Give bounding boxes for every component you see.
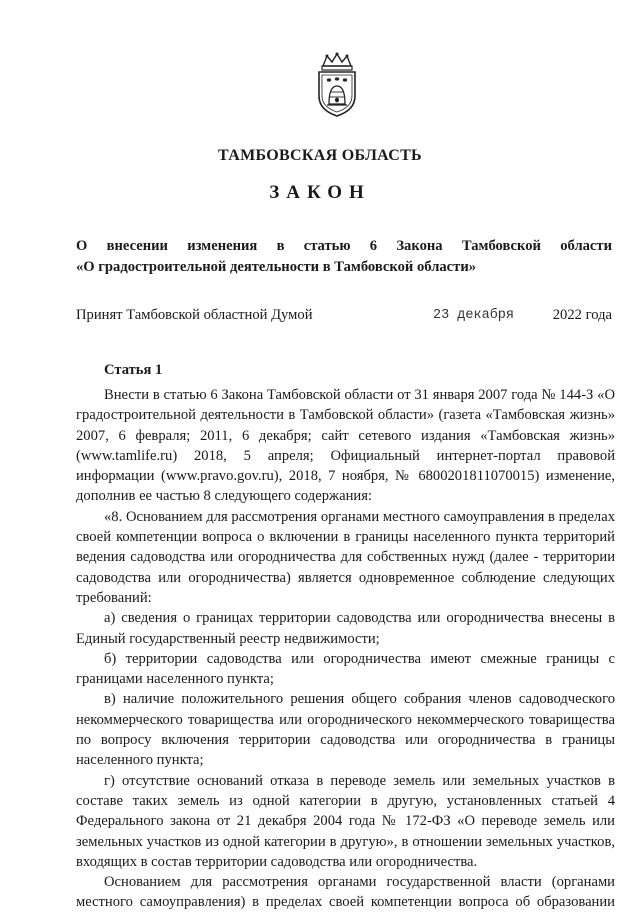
paragraph: г) отсутствие оснований отказа в переводе земель или земельных участков в составе таких земель из одной категории в другую, установленных статьей 4 Федерального закона от 21 декабря 2004 года № 172-ФЗ «О переводе земель или земельных участков из одной категории в другую», в отношении земельных участков, входящих в состав территории садоводства или огородничества. <box>76 772 615 870</box>
adoption-text: Принят Тамбовской областной Думой <box>76 307 313 323</box>
paragraph: «8. Основанием для рассмотрения органами местного самоуправления в пределах своей компетенции вопроса о включении в границы населенного пункта территорий ведения садоводства или огородничества для собственных нужд (далее - территории садоводства или огородничества) является одновременное соблюдение следующих требований: <box>76 508 615 606</box>
paragraph: Основанием для рассмотрения органами государственной власти (органами местного самоуправления) в пределах своей компетенции вопроса об образовании <box>76 874 615 911</box>
article-body <box>76 385 615 913</box>
adoption-year: 2022 года <box>552 307 612 323</box>
paragraph: а) сведения о границах территории садоводства или огородничества внесены в Единый государственный реестр недвижимости; <box>76 610 615 647</box>
law-title-line-1: О внесении изменения в статью 6 Закона Тамбовской области <box>76 238 612 254</box>
coat-of-arms-icon <box>313 52 361 118</box>
article-heading: Статья 1 <box>104 362 163 378</box>
paragraph: б) территории садоводства или огородничества имеют смежные границы с границами населенного пункта; <box>76 650 615 688</box>
adoption-date: 23 декабря <box>433 308 515 323</box>
region-name: ТАМБОВСКАЯ ОБЛАСТЬ <box>218 147 422 164</box>
law-title <box>76 236 612 278</box>
document-type: ЗАКОН <box>269 182 371 203</box>
law-title-line-2: «О градостроительной деятельности в Тамбовской области» <box>76 259 477 275</box>
paragraph: Внести в статью 6 Закона Тамбовской области от 31 января 2007 года № 144-З «О градостроительной деятельности в Тамбовской области» (газета «Тамбовская жизнь» 2007, 6 февраля; 2011, 6 декабря; сайт сетевого издания «Тамбовская жизнь» (www.tamlife.ru) 2018, 5 апреля; Официальный интернет-портал правовой информации (www.pravo.gov.ru), 2018, 7 ноября, № 6800201811070015) изменение, дополнив ее частью 8 следующего содержания: <box>76 387 615 505</box>
adoption-line <box>76 307 612 327</box>
paragraph: в) наличие положительного решения общего собрания членов садоводческого некоммерческого товарищества или огороднического некоммерческого товарищества по вопросу включения территории садоводства или огородничества в границы населенного пункта; <box>76 691 615 769</box>
